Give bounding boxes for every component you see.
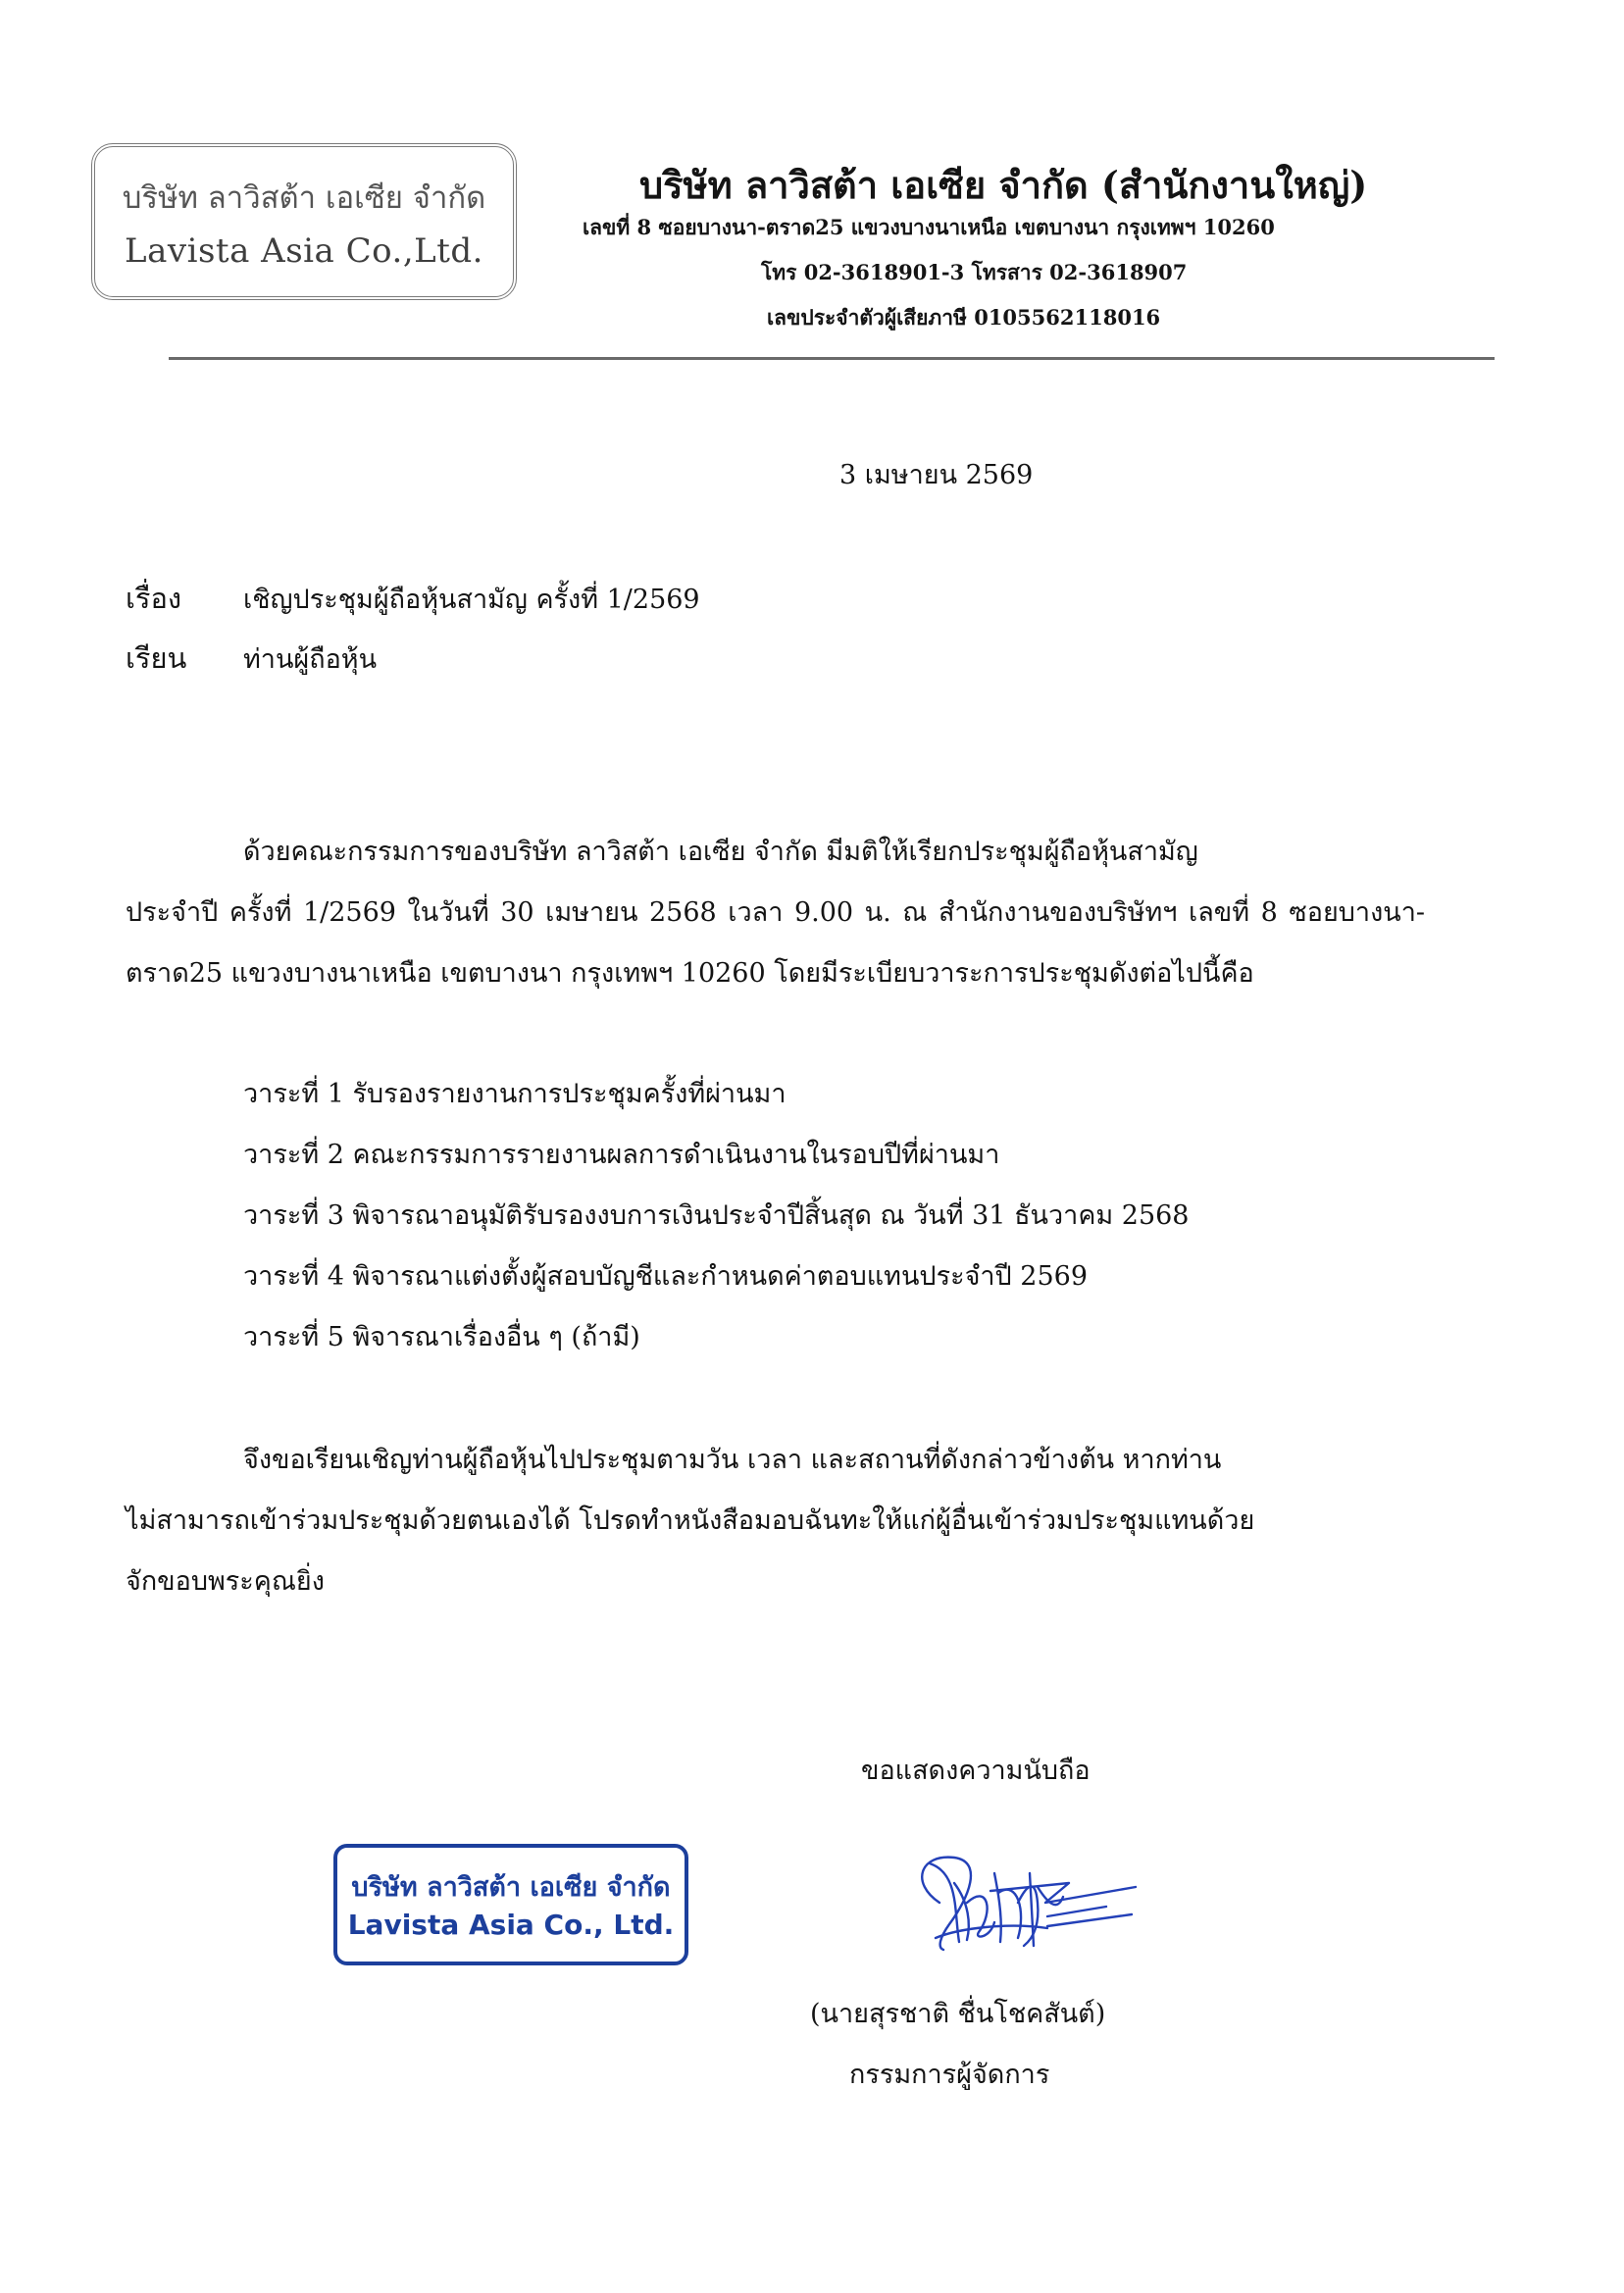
subject-label: เรื่อง — [126, 582, 182, 615]
recipient-label: เรียน — [126, 641, 187, 675]
logo-english-name: Lavista Asia Co.,Ltd. — [125, 231, 483, 271]
header-divider — [169, 357, 1495, 360]
recipient-text: ท่านผู้ถือหุ้น — [243, 644, 378, 675]
paragraph-line: ตราด25 แขวงบางนาเหนือ เขตบางนา กรุงเทพฯ 10260 โดยมีระเบียบวาระการประชุมดังต่อไปนี้คือ — [126, 958, 1254, 989]
attendance-paragraph — [126, 1430, 1425, 1612]
company-phone: โทร 02-3618901-3 โทรสาร 02-3618907 — [761, 260, 1188, 284]
signer-title: กรรมการผู้จัดการ — [849, 2060, 1050, 2090]
closing-text: ขอแสดงความนับถือ — [861, 1756, 1091, 1786]
agenda-item: วาระที่ 4 พิจารณาแต่งตั้งผู้สอบบัญชีและกำหนดค่าตอบแทนประจำปี 2569 — [243, 1261, 1088, 1292]
company-tax-id: เลขประจำตัวผู้เสียภาษี 0105562118016 — [767, 305, 1161, 330]
invitation-paragraph — [126, 822, 1425, 1004]
agenda-list — [243, 1064, 1322, 1368]
company-name-heading: บริษัท ลาวิสต้า เอเซีย จำกัด (สำนักงานใหญ่) — [639, 163, 1368, 207]
paragraph-line: จึงขอเรียนเชิญท่านผู้ถือหุ้นไปประชุมตามวัน เวลา และสถานที่ดังกล่าวข้างต้น หากท่าน — [243, 1445, 1222, 1475]
subject-text: เชิญประชุมผู้ถือหุ้นสามัญ ครั้งที่ 1/2569 — [243, 585, 700, 615]
logo-thai-name: บริษัท ลาวิสต้า เอเซีย จำกัด — [122, 180, 486, 216]
company-stamp — [333, 1844, 688, 1965]
stamp-thai-name: บริษัท ลาวิสต้า เอเซีย จำกัด — [351, 1872, 671, 1903]
paragraph-line: จักขอบพระคุณยิ่ง — [126, 1566, 325, 1597]
letter-date: 3 เมษายน 2569 — [839, 460, 1034, 490]
agenda-item: วาระที่ 2 คณะกรรมการรายงานผลการดำเนินงานในรอบปีที่ผ่านมา — [243, 1140, 1000, 1170]
paragraph-line: ไม่สามารถเข้าร่วมประชุมด้วยตนเองได้ โปรดทำหนังสือมอบฉันทะให้แก่ผู้อื่นเข้าร่วมประชุมแทนด้วย — [126, 1505, 1255, 1536]
agenda-item: วาระที่ 1 รับรองรายงานการประชุมครั้งที่ผ่านมา — [243, 1079, 787, 1109]
company-address: เลขที่ 8 ซอยบางนา-ตราด25 แขวงบางนาเหนือ เขตบางนา กรุงเทพฯ 10260 — [583, 215, 1275, 239]
paragraph-line: ประจำปี ครั้งที่ 1/2569 ในวันที่ 30 เมษายน 2568 เวลา 9.00 น. ณ สำนักงานของบริษัทฯ เลขที่ 8 ซอยบางนา- — [126, 897, 1425, 928]
agenda-item: วาระที่ 3 พิจารณาอนุมัติรับรองงบการเงินประจำปีสิ้นสุด ณ วันที่ 31 ธันวาคม 2568 — [243, 1200, 1190, 1231]
stamp-english-name: Lavista Asia Co., Ltd. — [347, 1909, 675, 1941]
paragraph-line: ด้วยคณะกรรมการของบริษัท ลาวิสต้า เอเซีย จำกัด มีมติให้เรียกประชุมผู้ถือหุ้นสามัญ — [243, 837, 1198, 867]
company-logo-box — [91, 143, 517, 300]
signature-mark — [900, 1844, 1155, 1962]
signer-name: (นายสุรชาติ ชื่นโชคสันต์) — [810, 1999, 1106, 2029]
agenda-item: วาระที่ 5 พิจารณาเรื่องอื่น ๆ (ถ้ามี) — [243, 1322, 640, 1352]
